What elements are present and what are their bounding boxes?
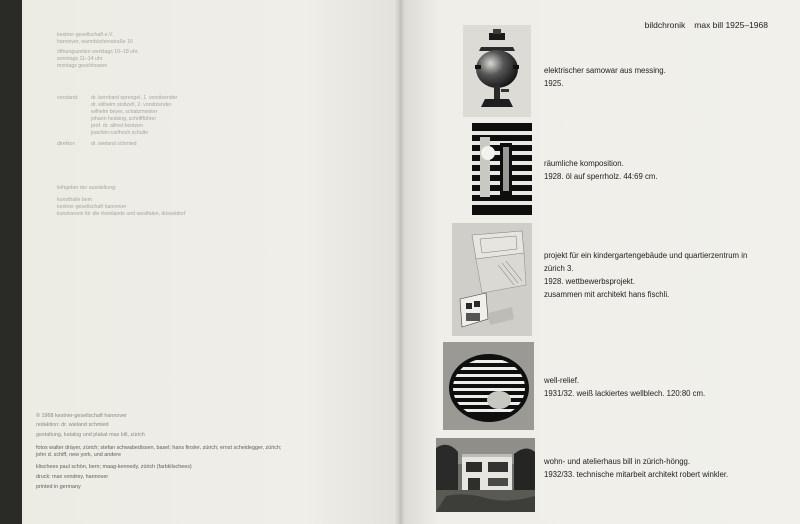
caption-samovar [544,64,666,90]
lenders-intro: leihgeber der ausstellung: [57,185,117,191]
board-member: joachim-carlhoch schulte [91,130,149,136]
board-member: dr. wilhelm stoltzefi, 2. vorsitzender [91,102,172,108]
samovar-photo [463,25,531,117]
lender: kunsthalle bern [57,197,93,203]
caption-line: well-relief. [544,376,580,385]
caption-line: 1928. öl auf sperrholz. 44:69 cm. [544,172,658,181]
colophon-line: printed in germany [36,484,81,490]
header-subject: max bill 1925–1968 [694,20,768,30]
corrugated-relief-photo [443,342,534,430]
caption-line: 1932/33. technische mitarbeit architekt robert winkler. [544,470,729,479]
board-member: wilhelm beyer, schatzmeister [91,109,158,115]
caption-line: elektrischer samowar aus messing. [544,66,666,75]
caption-line: zürich 3. [544,264,574,273]
caption-house [544,455,728,481]
colophon-line: redaktion: dr. wieland schmied [36,422,109,428]
caption-line: räumliche komposition. [544,159,624,168]
colophon-line: klischees paul schön, bern; maag-kennedy, zürich (farbklischees) [36,464,192,470]
board-member: johann hesking, schriftführer [91,116,157,122]
caption-kindergarten [544,249,747,301]
hours-line: montags geschlossen [57,63,108,69]
caption-well-relief [544,374,705,400]
spatial-composition-painting [472,123,532,215]
caption-line: 1928. wettbewerbsprojekt. [544,277,636,286]
kindergarten-model-photo [452,223,532,336]
caption-line: projekt für ein kindergartengebäude und quartierzentrum in [544,251,748,260]
lender: kestner-gesellschaft hannover [57,204,127,210]
board-member: prof. dr. alfred hentzen [91,123,143,129]
colophon-line: druck: max vondrey, hannover [36,474,109,480]
header-section-title: bildchronik [644,20,686,30]
lender: kunstverein für die rheinlande und westfalen, düsseldorf [57,211,186,217]
colophon-line: fotos walter dräyer, zürich; stefan schwabedissen, basel; hans finsler, zürich; ernst scheidegger, zürich; [36,445,282,451]
caption-line: 1931/32. weiß lackiertes wellblech. 120:80 cm. [544,389,706,398]
hours-line: sonntags 11–14 uhr [57,56,103,62]
caption-line: wohn- und atelierhaus bill in zürich-höngg. [544,457,691,466]
director-label: direktor: [57,141,76,147]
board-label: vorstand: [57,95,79,101]
house-photo [436,438,535,512]
hours-line: öffnungszeiten werktags 10–18 uhr, [57,49,139,55]
caption-line: 1925. [544,79,564,88]
colophon-line: gestaltung, katalog und plakat max bill, zürich [36,432,145,438]
director-name: dr. wieland schmied [91,141,137,147]
board-member: dr. bernhard sprengel, 1. vorsitzender [91,95,178,101]
caption-line: zusammen mit architekt hans fischli. [544,290,670,299]
page-header [645,20,768,30]
book-gutter [395,0,405,524]
colophon-line: john d. schiff, new york, und andere [36,452,122,458]
caption-spatial-composition [544,157,658,183]
copyright-line: © 1968 kestner-gesellschaft hannover [36,413,127,419]
address-line: hannover, warmbüchenstraße 16 [57,39,133,45]
address-line: kestner-gesellschaft e.V. [57,32,114,38]
